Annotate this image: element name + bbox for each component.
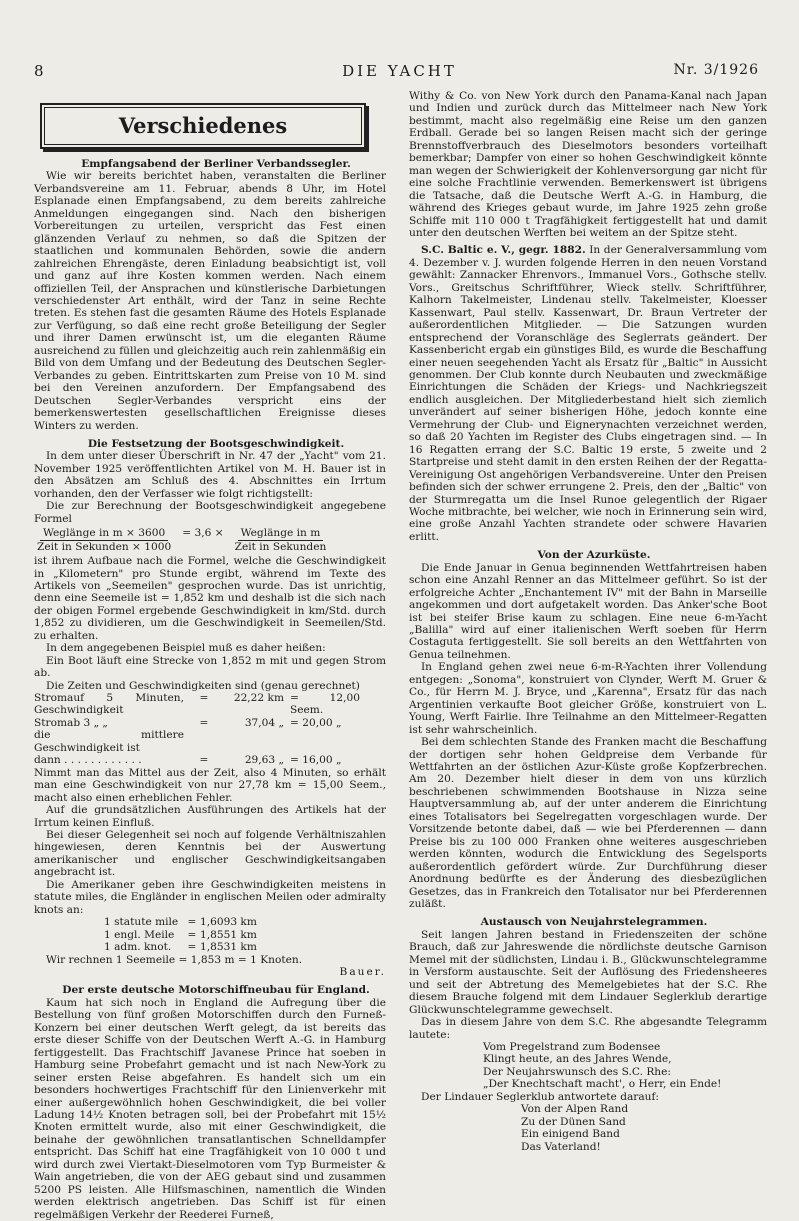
left-column bbox=[34, 99, 386, 1221]
table-cell: = bbox=[187, 928, 197, 941]
table-cell: Stromauf 5 Minuten, Geschwindigkeit bbox=[34, 692, 184, 717]
author-signature: Bauer. bbox=[339, 966, 386, 978]
article-heading: Die Festsetzung der Bootsgeschwindigkeit. bbox=[87, 437, 345, 450]
table-cell: dann . . . . . . . . . . . . bbox=[34, 754, 142, 767]
table-cell: die mittlere Geschwindigkeit ist bbox=[34, 729, 184, 754]
paragraph: Das in diesem Jahre von dem S.C. Rhe abgesandte Telegramm lautete: bbox=[409, 1016, 767, 1041]
table-row bbox=[34, 692, 386, 717]
fraction bbox=[232, 527, 330, 553]
poem-line: Vom Pregelstrand zum Bodensee bbox=[483, 1040, 661, 1053]
paragraph: Ein Boot läuft eine Strecke von 1,852 m mit und gegen Strom ab. bbox=[34, 654, 386, 680]
paragraph: Bei dem schlechten Stande des Franken macht die Beschaffung der dortigen sehr hohen Geldpreise dem Verbande für Wettfahrten an der östlichen Azur-Küste große Kopfzerbrechen. Am 20. Dezember hielt dieser in dem von uns kürzlich beschriebenen schwimmenden Bootshause in Nizza seine Hauptversammlung ab, auf der unter anderem die Einrichtung eines Totalisators bei Segelregatten vorgeschlagen wurde. Der Vorsitzende betonte dabei, daß — wie bei Pferderennen — dann Preise bis zu 100 000 Franken ohne weiteres ausgeschrieben werden könnten, wodurch die Entwicklung des Segelsports außerordentlich gefördert würde. Zur Durchführung dieser Anordnung bedürfte es der Änderung des diesbezüglichen Gesetzes, das in Frankreich den Totalisator nur bei Pferderennen zuläßt. bbox=[409, 736, 767, 910]
fraction bbox=[34, 527, 174, 553]
table-cell: Stromab 3 „ „ bbox=[34, 716, 108, 729]
fraction-numerator: Weglänge in m × 3600 bbox=[40, 527, 168, 540]
table-row bbox=[34, 717, 386, 729]
paragraph: In dem angegebenen Beispiel muß es daher heißen: bbox=[46, 642, 326, 655]
table-cell: = bbox=[187, 916, 197, 929]
telegram-poem bbox=[409, 1041, 767, 1091]
paragraph: Die Amerikaner geben ihre Geschwindigkeiten meistens in statute miles, die Engländer in englischen Meilen oder admiralty knots an: bbox=[34, 878, 386, 916]
paragraph: Die Ende Januar in Genua beginnenden Wettfahrtreisen haben schon eine Anzahl Renner an das Mittelmeer geführt. So ist der erfolgreiche Achter „Enchantement IV" mit der Bahn in Marseille angekommen und dort aufgetakelt worden. Das Anker'sche Boot ist bei steifer Brise kaum zu schlagen. Eine neue 6-m-Yacht „Balilla" wird auf einer italienischen Werft soeben für Herrn Costaguta fertiggestellt. Sie soll bereits an den Wettfahrten von Genua teilnehmen. bbox=[409, 561, 767, 661]
table-cell: = 12,00 Seem. bbox=[290, 692, 360, 717]
table-cell: 1 engl. Meile bbox=[104, 928, 175, 941]
paragraph: Wie wir bereits berichtet haben, veranstalten die Berliner Verbandsvereine am 11. Februar, abends 8 Uhr, im Hotel Esplanade einen Empfangsabend, zu dem bereits zahlreiche Anmeldungen eingegangen sind. Nach den bisherigen Vorbereitungen zu urteilen, verspricht das Fest einen glänzenden Verlauf zu nehmen, so daß die Spitzen der staatlichen und kommunalen Behörden, sowie die andern zahlreichen Ehrengäste, deren Einladung beabsichtigt ist, voll und ganz auf ihre Kosten kommen werden. Nach einem offiziellen Teil, der Ansprachen und künstlerische Darbietungen verschiedenster Art enthält, wird der Tanz in seine Rechte treten. Es stehen fast die gesamten Räume des Hotels Esplanade zur Verfügung, so daß eine recht große Beteiligung der Segler und ihrer Damen erwünscht ist, um die eleganten Räume ausreichend zu füllen und gleichzeitig auch rein zahlenmäßig ein Bild von dem Umfang und der Bedeutung des Deutschen Segler-Verbandes zu geben. Eintrittskarten zum Preise von 10 M. sind bei den Vereinen anzufordern. Der Empfangsabend des Deutschen Segler-Verbandes verspricht eins der bemerkenswertesten gesellschaftlichen Ereignisse dieses Winters zu werden. bbox=[34, 170, 386, 432]
article-heading: Der erste deutsche Motorschiffneubau für England. bbox=[62, 984, 370, 997]
table-row bbox=[34, 754, 386, 766]
table-cell: = 20,00 „ bbox=[290, 716, 342, 729]
table-cell bbox=[184, 729, 224, 754]
poem-line: Ein einigend Band bbox=[521, 1128, 620, 1141]
formula-factor: = 3,6 × bbox=[182, 527, 224, 540]
club-name: S.C. Baltic e. V., gegr. 1882. bbox=[421, 244, 586, 257]
right-column bbox=[409, 90, 767, 1153]
speed-table bbox=[34, 692, 386, 767]
page-header bbox=[0, 62, 799, 84]
paragraph: Die zur Berechnung der Bootsgeschwindigkeit angegebene Formel bbox=[34, 500, 386, 525]
article-heading: Empfangsabend der Berliner Verbandssegler. bbox=[81, 158, 351, 170]
poem-line: Der Neujahrswunsch des S.C. Rhe: bbox=[483, 1065, 671, 1078]
table-cell: 1,6093 km bbox=[200, 916, 257, 929]
paragraph: Auf die grundsätzlichen Ausführungen des Artikels hat der Irrtum keinen Einfluß. bbox=[34, 804, 386, 829]
poem-line: Klingt heute, an des Jahres Wende, bbox=[483, 1053, 672, 1066]
table-cell: 29,63 „ bbox=[244, 754, 284, 767]
table-row bbox=[34, 941, 386, 953]
paragraph: In dem unter dieser Überschrift in Nr. 47 der „Yacht" vom 21. November 1925 veröffentlichten Artikel von M. H. Bauer ist in den Absätzen am Schluß des 4. Abschnittes ein Irrtum vorhanden, den der Verfasser wie folgt richtigstellt: bbox=[34, 450, 386, 500]
table-cell: 1 adm. knot. bbox=[104, 941, 172, 954]
paragraph: Wir rechnen 1 Seemeile = 1,853 m = 1 Knoten. bbox=[46, 953, 303, 966]
section-title-box bbox=[40, 103, 366, 149]
article-heading: Austausch von Neujahrstelegrammen. bbox=[480, 916, 708, 929]
paragraph: Nimmt man das Mittel aus der Zeit, also 4 Minuten, so erhält man eine Geschwindigkeit von nur 27,78 km = 15,00 Seem., macht also einen erheblichen Fehler. bbox=[34, 766, 386, 804]
article-heading: Von der Azurküste. bbox=[537, 549, 651, 562]
unit-table bbox=[34, 916, 386, 953]
paragraph: Die Zeiten und Geschwindigkeiten sind (genau gerechnet) bbox=[46, 679, 360, 692]
paragraph: Kaum hat sich noch in England die Aufregung über die Bestellung von fünf großen Motorschiffen durch den Furneß-Konzern bei einer deutschen Werft gelegt, da ist bereits das erste dieser Schiffe von der Deutschen Werft A.-G. in Hamburg fertiggestellt. Das Frachtschiff Javanese Prince hat soeben in Hamburg seine Probefahrt gemacht und ist nach New-York zu seiner ersten Reise abgefahren. Es handelt sich um ein besonders hochwertiges Frachtschiff für den Linienverkehr mit einer außergewöhnlich hohen Geschwindigkeit, die bei voller Ladung 14½ Knoten betragen soll, bei der Probefahrt mit 15½ Knoten ermittelt wurde, also mit einer Geschwindigkeit, die beinahe der gewöhnlichen transatlantischen Schnelldampfer entspricht. Das Schiff hat eine Tragfähigkeit von 10 000 t und wird durch zwei Viertakt-Dieselmotoren vom Typ Burmeister & Wain angetrieben, die von der AEG gebaut sind und zusammen 5200 PS leisten. Alle Hilfsmaschinen, namentlich die Winden werden elektrisch angetrieben. Das Schiff ist für einen regelmäßigen Verkehr der Reederei Furneß, bbox=[34, 996, 386, 1221]
table-row bbox=[34, 916, 386, 928]
running-title: DIE YACHT bbox=[342, 62, 457, 80]
fraction-numerator: Weglänge in m bbox=[238, 527, 324, 540]
table-cell bbox=[224, 729, 284, 754]
paragraph: Der Lindauer Seglerklub antwortete darauf: bbox=[421, 1090, 659, 1103]
table-cell: 1,8531 km bbox=[200, 941, 257, 954]
table-cell: = bbox=[187, 941, 197, 954]
poem-line: Zu der Dünen Sand bbox=[521, 1115, 626, 1128]
poem-line: „Der Knechtschaft macht', o Herr, ein Ende! bbox=[483, 1078, 722, 1091]
paragraph: Seit langen Jahren bestand in Friedenszeiten der schöne Brauch, daß zur Jahreswende die nördlichste deutsche Garnison Memel mit der südlichsten, Lindau i. B., Glückwunschtelegramme in Versform austauschte. Seit der Auflösung des Friedensheeres und seit der Abtretung des Memelgebietes hat der S.C. Rhe diesem Brauche folgend mit dem Lindauer Seglerklub derartige Glückwunschtelegramme gewechselt. bbox=[409, 928, 767, 1016]
table-row bbox=[34, 729, 386, 754]
table-cell bbox=[284, 729, 360, 754]
table-cell: 1,8551 km bbox=[200, 928, 257, 941]
paragraph-text: In der Generalversammlung vom 4. Dezember v. J. wurden folgende Herren in den neuen Vorstand gewählt: Zannacker Ehrenvors., Immanuel Vors., Gothsche stellv. Vors., Greitschus Schriftführer, Wieck stellv. Schriftführer, Kalhorn Takelmeister, Lindenau stellv. Takelmeister, Kloesser Kassenwart, Paul stellv. Kassenwart, Dr. Braun Vertreter der außerordentlichen Mitglieder. — Die Satzungen wurden entsprechend der Voranschläge des Seglerrats geändert. Der Kassenbericht ergab ein günstiges Bild, es wurde die Beschaffung einer neuen seegehenden Yacht als Ersatz für „Baltic" in Aussicht genommen. Der Club konnte durch Neubauten und zweckmäßige Einrichtungen die Schäden der Kriegs- und Nachkriegszeit endlich ausgleichen. Der Mitgliederbestand hielt sich ziemlich unverändert auf seiner bisherigen Höhe, jedoch konnte eine Vermehrung der Club- und Eignerynachten verzeichnet werden, so daß 20 Yachten im Register des Clubs eingetragen sind. — In 16 Regatten errang der S.C. Baltic 19 erste, 5 zweite und 2 Startpreise und steht damit in den ersten Reihen der der Regatta-Vereinigung Ost angehörigen Verbandsvereine. Unter den Preisen befinden sich der schwer errungene 2. Preis, den der „Baltic" von der Sturmregatta um die Insel Runoe gelegentlich der Rigaer Woche mitbrachte, bei welcher, wie noch in Erinnerung sein wird, eine große Anzahl Yachten strandete oder schwere Havarien erlitt. bbox=[409, 244, 767, 543]
fraction-denominator: Zeit in Sekunden bbox=[234, 540, 327, 553]
table-cell: 37,04 „ bbox=[244, 716, 284, 729]
issue-number: Nr. 3/1926 bbox=[673, 62, 759, 78]
table-cell: 22,22 km bbox=[233, 692, 284, 705]
paragraph: Withy & Co. von New York durch den Panama-Kanal nach Japan und Indien und zurück durch das Mittelmeer nach New York bestimmt, macht also regelmäßig eine Reise um den ganzen Erdball. Gerade bei so langen Reisen macht sich der geringe Brennstoffverbrauch des Dieselmotors besonders vorteilhaft bemerkbar; Dampfer von einer so hohen Geschwindigkeit könnte man wegen der Schwierigkeit der Kohlenversorgung gar nicht für eine solche Frachtlinie verwenden. Bemerkenswert ist übrigens die Tatsache, daß die Deutsche Werft A.-G. in Hamburg, die während des Krieges gebaut wurde, im Jahre 1925 zehn große Schiffe mit 110 000 t Tragfähigkeit fertiggestellt hat und damit unter den deutschen Werften bei weitem an der Spitze steht. bbox=[409, 90, 767, 239]
paragraph: ist ihrem Aufbaue nach die Formel, welche die Geschwindigkeit in „Kilometern" pro Stunde ergibt, während im Texte des Artikels von „Seemeilen" gesprochen wurde. Das ist unrichtig, denn eine Seemeile ist = 1,852 km und deshalb ist die sich nach der obigen Formel ergebende Geschwindigkeit in km/Std. durch 1,852 zu dividieren, um die Geschwindigkeit in Seemeilen/Std. zu erhalten. bbox=[34, 555, 386, 642]
table-cell: 1 statute mile bbox=[104, 916, 179, 929]
poem-line: Von der Alpen Rand bbox=[521, 1103, 629, 1116]
section-title: Verschiedenes bbox=[118, 112, 288, 138]
paragraph: Bei dieser Gelegenheit sei noch auf folgende Verhältniszahlen hingewiesen, deren Kenntnis bei der Auswertung amerikanischer und englischer Geschwindigkeitsangaben angebracht ist. bbox=[34, 829, 386, 879]
table-cell: = 16,00 „ bbox=[290, 754, 342, 767]
paragraph bbox=[409, 244, 767, 543]
paragraph: In England gehen zwei neue 6-m-R-Yachten ihrer Vollendung entgegen: „Sonoma", konstruiert von Clynder, Werft M. Gruer & Co., für Herrn M. J. Bryce, und „Karenna", Ersatz für das nach Argentinien verkaufte Boot gleicher Größe, konstruiert von L. Young, Werft Fairlie. Ihre Teilnahme an den Mittelmeer-Regatten ist sehr wahrscheinlich. bbox=[409, 661, 767, 736]
reply-poem bbox=[409, 1103, 767, 1153]
table-cell: = bbox=[199, 716, 209, 729]
table-row bbox=[34, 929, 386, 941]
table-cell: = bbox=[199, 754, 209, 767]
table-cell: = bbox=[199, 692, 209, 705]
page-number: 8 bbox=[34, 62, 44, 80]
fraction-denominator: Zeit in Sekunden × 1000 bbox=[37, 540, 172, 553]
poem-line: Das Vaterland! bbox=[521, 1140, 601, 1153]
speed-formula bbox=[34, 527, 386, 553]
